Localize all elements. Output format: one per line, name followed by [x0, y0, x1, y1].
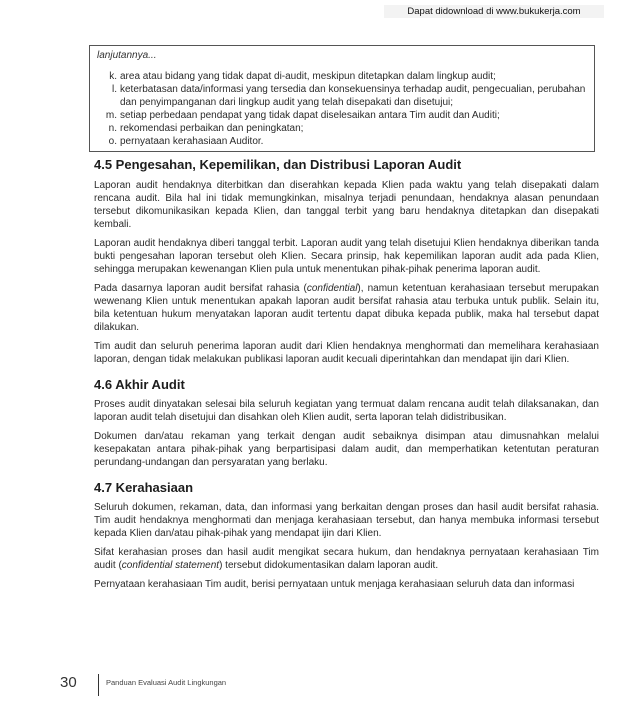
list-item	[90, 70, 594, 83]
list-text: rekomendasi perbaikan dan peningkatan;	[120, 123, 304, 134]
section-heading-4-6: 4.6 Akhir Audit	[94, 377, 185, 392]
paragraph-text: Pada dasarnya laporan audit bersifat rahasia (	[94, 283, 307, 294]
list-text: pernyataan kerahasiaan Auditor.	[120, 136, 264, 147]
emphasis-text: confidential	[306, 283, 358, 294]
paragraph: Tim audit dan seluruh penerima laporan audit dari Klien hendaknya menghormati dan memelihara kerahasiaan laporan, dengan tidak melakukan publikasi laporan audit kecuali diperintahkan dan mendapat ijin dari Klien.	[94, 341, 599, 365]
paragraph	[94, 282, 599, 334]
continuation-label: lanjutannya...	[97, 50, 157, 61]
footer-divider	[98, 674, 99, 696]
download-watermark: Dapat didownload di www.bukukerja.com	[384, 5, 604, 18]
list-item	[90, 83, 594, 109]
main-content	[94, 156, 599, 591]
list-marker: k.	[109, 71, 117, 82]
list-text: keterbatasan data/informasi yang tersedia dan konsekuensinya terhadap audit, pengecualian, perubahan dan penyimpanganan dari lingkup audit yang telah disepakati dan disetujui;	[120, 84, 586, 108]
paragraph: Proses audit dinyatakan selesai bila seluruh kegiatan yang termuat dalam rencana audit telah dilaksanakan, dan laporan audit telah disetujui dan disahkan oleh Klien audit, serta laporan telah didistribusikan.	[94, 399, 599, 423]
continuation-box	[89, 45, 595, 152]
list-text: setiap perbedaan pendapat yang tidak dapat diselesaikan antara Tim audit dan Auditi;	[120, 110, 500, 121]
paragraph-text: Sifat kerahasian proses dan hasil audit mengikat secara hukum, dan hendaknya pernyataan kerahasiaan Tim audit (	[94, 547, 599, 571]
paragraph: Laporan audit hendaknya diterbitkan dan diserahkan kepada Klien pada waktu yang telah disepakati dalam rencana audit. Bila hal ini tidak memungkinkan, misalnya terjadi penundaan, hendaknya alasan penundaan tersebut dikomunikasikan kepada Klien, dan tanggal terbit yang baru hendaknya ditetapkan dan disepakati kembali.	[94, 180, 599, 230]
list-marker: m.	[105, 110, 117, 121]
section-heading-4-5: 4.5 Pengesahan, Kepemilikan, dan Distribusi Laporan Audit	[94, 157, 462, 172]
section-heading-4-7: 4.7 Kerahasiaan	[94, 480, 194, 495]
paragraph-text: ), namun ketentuan kerahasiaan tersebut merupakan wewenang Klien untuk menentukan apakah laporan audit bersifat rahasia atau terbuka untuk publik. Selain itu, bila ketentuan hukum menyatakan laporan audit tertentu dapat dibuka kepada publik, maka hal tersebut dapat dilakukan.	[94, 283, 599, 333]
list-text: area atau bidang yang tidak dapat di-audit, meskipun ditetapkan dalam lingkup audit;	[120, 71, 496, 82]
list-marker: o.	[108, 136, 117, 147]
paragraph	[94, 546, 599, 572]
list-marker: n.	[108, 123, 117, 134]
list-item	[90, 109, 594, 122]
paragraph: Dokumen dan/atau rekaman yang terkait dengan audit sebaiknya disimpan atau dimusnahkan melalui kesepakatan antara pihak-pihak yang berpartisipasi dalam audit, dan memperhatikan ketentutan peraturan perundang-undangan dan persyaratan yang berlaku.	[94, 431, 599, 468]
list-item	[90, 122, 594, 135]
page-number: 30	[60, 674, 77, 691]
paragraph: Laporan audit hendaknya diberi tanggal terbit. Laporan audit yang telah disetujui Klien hendaknya diberikan tanda bukti pengesahan laporan tersebut oleh Klien. Secara prinsip, hak kepemilikan laporan audit ada pada Klien, sehingga merupakan kewenangan Klien pula untuk menentukan pihak-pihak penerima laporan audit.	[94, 238, 599, 275]
report-content-list	[90, 70, 594, 148]
paragraph: Pernyataan kerahasiaan Tim audit, berisi pernyataan untuk menjaga kerahasiaan seluruh data dan informasi	[94, 579, 575, 590]
list-marker: l.	[112, 84, 117, 95]
paragraph: Seluruh dokumen, rekaman, data, dan informasi yang berkaitan dengan proses dan hasil audit bersifat rahasia. Tim audit hendaknya menghormati dan menjaga kerahasiaan tersebut, dan hanya membuka informasi tersebut kepada Klien dan/atau pihak-pihak yang mendapat ijin dari Klien.	[94, 502, 599, 539]
footer-title: Panduan Evaluasi Audit Lingkungan	[106, 678, 227, 687]
paragraph-text: ) tersebut didokumentasikan dalam laporan audit.	[219, 560, 439, 571]
list-item	[90, 135, 594, 148]
emphasis-text: confidential statement	[121, 560, 220, 571]
